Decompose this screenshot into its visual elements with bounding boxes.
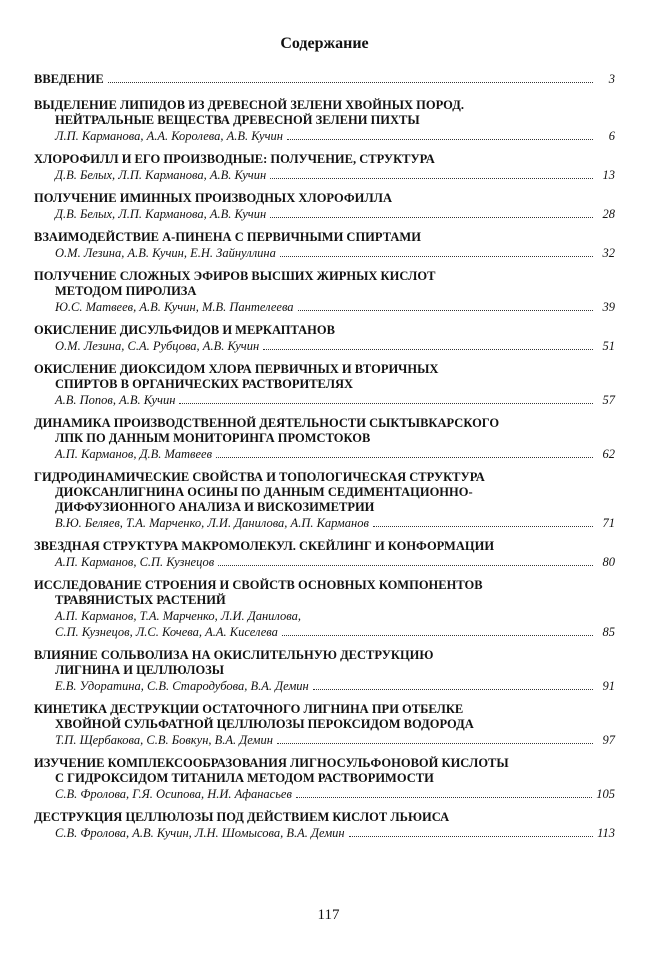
toc-authors: С.П. Кузнецов, Л.С. Кочева, А.А. Киселева: [55, 625, 278, 639]
toc-page-number: 105: [596, 787, 615, 801]
toc-entry-title: [34, 578, 615, 608]
toc-entry[interactable]: [34, 756, 615, 802]
toc-entry[interactable]: [34, 323, 615, 354]
title-line: С ГИДРОКСИДОМ ТИТАНИЛА МЕТОДОМ РАСТВОРИМОСТИ: [55, 771, 434, 785]
toc-entry[interactable]: [34, 810, 615, 841]
title-line: ПОЛУЧЕНИЕ ИМИННЫХ ПРОИЗВОДНЫХ ХЛОРОФИЛЛА: [34, 191, 392, 205]
title-line: ХЛОРОФИЛЛ И ЕГО ПРОИЗВОДНЫЕ: ПОЛУЧЕНИЕ, СТРУКТУРА: [34, 152, 435, 166]
title-line: НЕЙТРАЛЬНЫЕ ВЕЩЕСТВА ДРЕВЕСНОЙ ЗЕЛЕНИ ПИХТЫ: [55, 113, 420, 127]
author-line: [34, 245, 615, 261]
toc-authors: Ю.С. Матвеев, А.В. Кучин, М.В. Пантелеева: [55, 300, 294, 314]
toc-authors: Д.В. Белых, Л.П. Карманова, А.В. Кучин: [55, 168, 267, 182]
title-line: ВЗАИМОДЕЙСТВИЕ Α-ПИНЕНА С ПЕРВИЧНЫМИ СПИРТАМИ: [34, 230, 421, 244]
toc-page-number: 32: [602, 246, 615, 260]
toc-entry-title: [34, 702, 615, 732]
toc-authors: А.П. Карманов, Т.А. Марченко, Л.И. Данилова,: [55, 609, 301, 623]
toc-entry[interactable]: [34, 191, 615, 222]
title-line: ТРАВЯНИСТЫХ РАСТЕНИЙ: [55, 593, 226, 607]
toc-entry-title: [34, 416, 615, 446]
author-line: [34, 608, 615, 624]
toc-authors: А.П. Карманов, Д.В. Матвеев: [55, 447, 212, 461]
leader-dots: [296, 797, 592, 798]
toc-entry[interactable]: [34, 362, 615, 408]
title-line: МЕТОДОМ ПИРОЛИЗА: [55, 284, 197, 298]
toc-page-number: 39: [602, 300, 615, 314]
toc-page-number: 71: [602, 516, 615, 530]
title-line: ОКИСЛЕНИЕ ДИСУЛЬФИДОВ И МЕРКАПТАНОВ: [34, 323, 335, 337]
leader-dots: [270, 178, 593, 179]
leader-dots: [179, 403, 593, 404]
toc-entry[interactable]: [34, 702, 615, 748]
toc-page-number: 51: [602, 339, 615, 353]
title-line: ИЗУЧЕНИЕ КОМПЛЕКСООБРАЗОВАНИЯ ЛИГНОСУЛЬФОНОВОЙ КИСЛОТЫ: [34, 756, 509, 770]
toc-entry[interactable]: [34, 470, 615, 531]
leader-dots: [287, 139, 593, 140]
leader-dots: [282, 635, 593, 636]
toc-authors: А.П. Карманов, С.П. Кузнецов: [55, 555, 215, 569]
title-line: ВЛИЯНИЕ СОЛЬВОЛИЗА НА ОКИСЛИТЕЛЬНУЮ ДЕСТРУКЦИЮ: [34, 648, 434, 662]
toc-entry-title: [34, 756, 615, 786]
toc-page-number: 57: [602, 393, 615, 407]
toc-page-number: 113: [597, 826, 615, 840]
toc-entry[interactable]: [34, 230, 615, 261]
toc-entry[interactable]: [34, 152, 615, 183]
toc-authors: С.В. Фролова, А.В. Кучин, Л.Н. Шомысова, В.А. Демин: [55, 826, 345, 840]
toc-authors: А.В. Попов, А.В. Кучин: [55, 393, 176, 407]
toc-page-number: 13: [602, 168, 615, 182]
toc-entry[interactable]: [34, 539, 615, 570]
toc-entry[interactable]: [34, 648, 615, 694]
toc-page-number: 97: [602, 733, 615, 747]
title-line: ХВОЙНОЙ СУЛЬФАТНОЙ ЦЕЛЛЮЛОЗЫ ПЕРОКСИДОМ ВОДОРОДА: [55, 717, 474, 731]
toc-entry-title: [34, 362, 615, 392]
title-line: ОКИСЛЕНИЕ ДИОКСИДОМ ХЛОРА ПЕРВИЧНЫХ И ВТОРИЧНЫХ: [34, 362, 439, 376]
author-line: [34, 825, 615, 841]
toc-authors: С.В. Фролова, Г.Я. Осипова, Н.И. Афанасьев: [55, 787, 292, 801]
title-line: КИНЕТИКА ДЕСТРУКЦИИ ОСТАТОЧНОГО ЛИГНИНА ПРИ ОТБЕЛКЕ: [34, 702, 464, 716]
toc-authors: О.М. Лезина, С.А. Рубцова, А.В. Кучин: [55, 339, 260, 353]
table-of-contents: [34, 98, 615, 841]
author-line: [34, 128, 615, 144]
toc-entry-title: [34, 230, 615, 245]
leader-dots: [280, 256, 593, 257]
title-line: ГИДРОДИНАМИЧЕСКИЕ СВОЙСТВА И ТОПОЛОГИЧЕСКАЯ СТРУКТУРА: [34, 470, 485, 484]
title-line: ИССЛЕДОВАНИЕ СТРОЕНИЯ И СВОЙСТВ ОСНОВНЫХ КОМПОНЕНТОВ: [34, 578, 483, 592]
title-line: ЛИГНИНА И ЦЕЛЛЮЛОЗЫ: [55, 663, 225, 677]
author-line: [34, 678, 615, 694]
author-line: [34, 299, 615, 315]
toc-entry-title: [34, 269, 615, 299]
toc-page-number: 6: [608, 129, 615, 143]
leader-dots: [263, 349, 593, 350]
toc-entry[interactable]: [34, 269, 615, 315]
toc-entry-title: [34, 191, 615, 206]
title-line: ЗВЕЗДНАЯ СТРУКТУРА МАКРОМОЛЕКУЛ. СКЕЙЛИНГ И КОНФОРМАЦИИ: [34, 539, 495, 553]
author-line: [34, 554, 615, 570]
title-line: ДИОКСАНЛИГНИНА ОСИНЫ ПО ДАННЫМ СЕДИМЕНТАЦИОННО-: [55, 485, 473, 499]
title-line: ДИНАМИКА ПРОИЗВОДСТВЕННОЙ ДЕЯТЕЛЬНОСТИ СЫКТЫВКАРСКОГО: [34, 416, 500, 430]
title-line: ДЕСТРУКЦИЯ ЦЕЛЛЮЛОЗЫ ПОД ДЕЙСТВИЕМ КИСЛОТ ЛЬЮИСА: [34, 810, 450, 824]
toc-authors: О.М. Лезина, А.В. Кучин, Е.Н. Зайнуллина: [55, 246, 276, 260]
toc-entry-title: [34, 810, 615, 825]
toc-page-number: 3: [608, 72, 615, 86]
toc-authors: Д.В. Белых, Л.П. Карманова, А.В. Кучин: [55, 207, 267, 221]
toc-entry[interactable]: [34, 416, 615, 462]
author-line: [34, 515, 615, 531]
toc-page-number: 28: [602, 207, 615, 221]
toc-entry[interactable]: [34, 98, 615, 144]
toc-entry-title: [34, 152, 615, 167]
title-line: ПОЛУЧЕНИЕ СЛОЖНЫХ ЭФИРОВ ВЫСШИХ ЖИРНЫХ КИСЛОТ: [34, 269, 436, 283]
toc-authors: В.Ю. Беляев, Т.А. Марченко, Л.И. Данилова, А.П. Карманов: [55, 516, 369, 530]
toc-entry-title: [34, 539, 615, 554]
toc-authors: Е.В. Удоратина, С.В. Стародубова, В.А. Демин: [55, 679, 309, 693]
toc-page-number: 91: [602, 679, 615, 693]
toc-entry-title: [34, 98, 615, 128]
toc-page-number: 62: [602, 447, 615, 461]
toc-entry-title: [34, 648, 615, 678]
toc-entry[interactable]: [34, 578, 615, 640]
author-line: [34, 786, 615, 802]
toc-entry-title: [34, 470, 615, 515]
toc-page-number: 80: [602, 555, 615, 569]
author-line: [34, 732, 615, 748]
toc-entry-intro[interactable]: [34, 71, 615, 87]
author-line: [34, 624, 615, 640]
toc-page-number: 85: [602, 625, 615, 639]
toc-authors: Т.П. Щербакова, С.В. Бовкун, В.А. Демин: [55, 733, 273, 747]
leader-dots: [373, 526, 593, 527]
leader-dots: [277, 743, 593, 744]
leader-dots: [298, 310, 593, 311]
title-line: ВЫДЕЛЕНИЕ ЛИПИДОВ ИЗ ДРЕВЕСНОЙ ЗЕЛЕНИ ХВОЙНЫХ ПОРОД.: [34, 98, 465, 112]
author-line: [34, 446, 615, 462]
author-line: [34, 167, 615, 183]
toc-entry-title: [34, 323, 615, 338]
author-line: [34, 338, 615, 354]
title-line: ДИФФУЗИОННОГО АНАЛИЗА И ВИСКОЗИМЕТРИИ: [55, 500, 375, 514]
leader-dots: [108, 82, 593, 83]
toc-authors: Л.П. Карманова, А.А. Королева, А.В. Кучин: [55, 129, 283, 143]
author-line: [34, 392, 615, 408]
leader-dots: [270, 217, 593, 218]
leader-dots: [218, 565, 593, 566]
toc-entry-title: ВВЕДЕНИЕ: [34, 72, 104, 86]
title-line: СПИРТОВ В ОРГАНИЧЕСКИХ РАСТВОРИТЕЛЯХ: [55, 377, 354, 391]
leader-dots: [216, 457, 593, 458]
page-title: Содержание: [280, 35, 369, 52]
title-line: ЛПК ПО ДАННЫМ МОНИТОРИНГА ПРОМСТОКОВ: [55, 431, 371, 445]
author-line: [34, 206, 615, 222]
page-number: 117: [317, 907, 340, 923]
leader-dots: [313, 689, 593, 690]
leader-dots: [349, 836, 593, 837]
